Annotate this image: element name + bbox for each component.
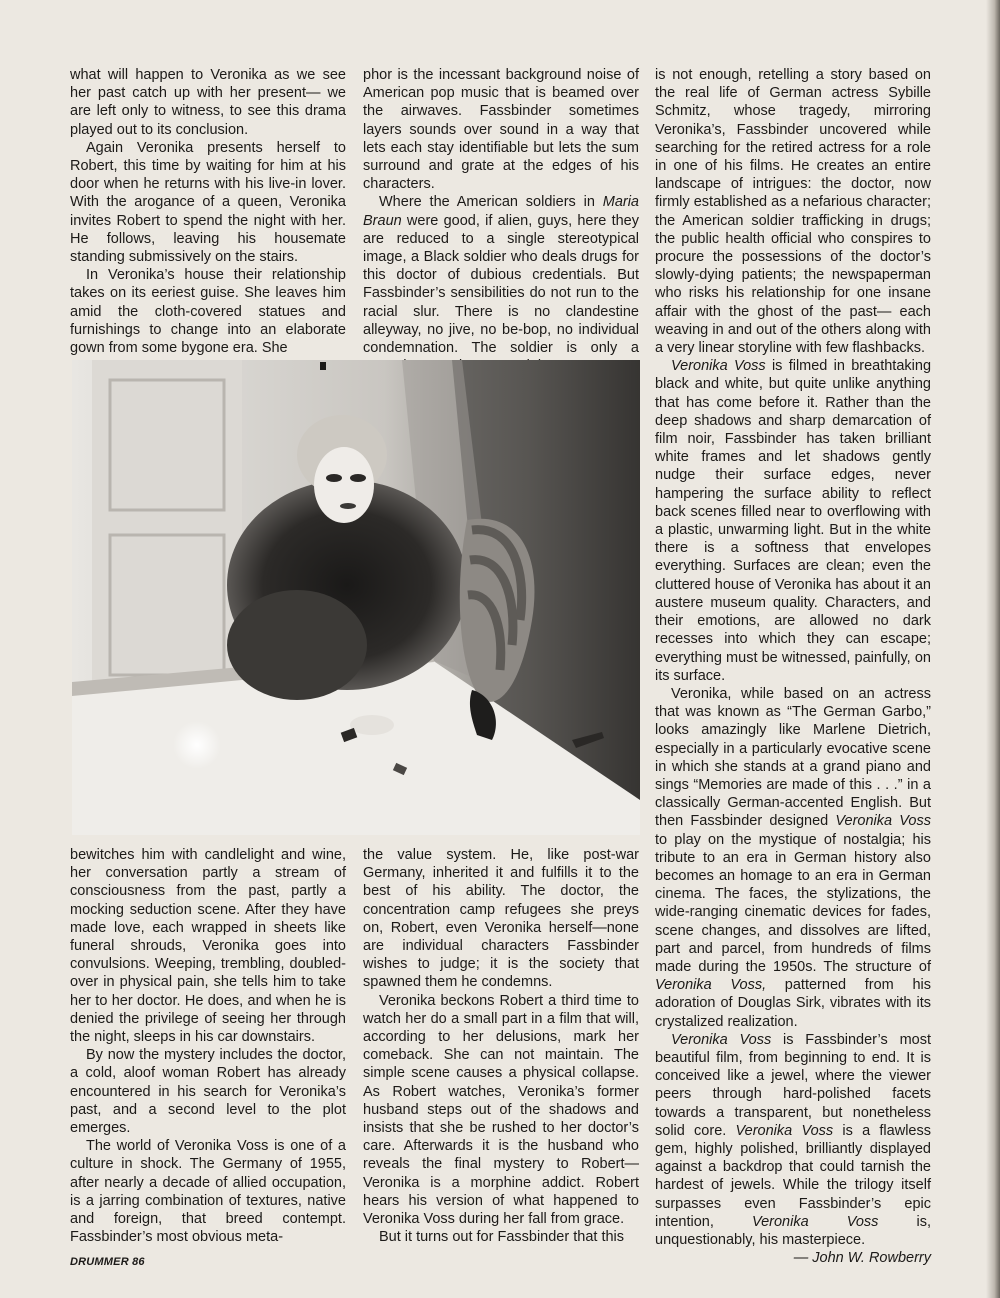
- paragraph: [655, 357, 931, 685]
- film-title: Veronika Voss: [671, 1031, 772, 1048]
- paragraph: Veronika beckons Robert a third time to watch her do a small part in a film that will, according to her delusions, mark her comeback. She can not maintain. The simple scene causes a physical collapse. As Robert watches, Veronika’s former husband steps out of the shadows and insists that she be rushed to her doctor’s care. Afterwards it is the husband who reveals the final mystery to Robert— Veronika is a morphine addict. Robert hears his version of what happened to Veronika Voss during her fall from grace.: [363, 992, 639, 1228]
- paragraph: By now the mystery includes the doctor, a cold, aloof woman Robert has already encountered in his search for Veronika’s past, and a second level to the plot emerges.: [70, 1047, 346, 1137]
- paragraph: But it turns out for Fassbinder that this: [379, 1229, 625, 1246]
- paragraph: bewitches him with candlelight and wine, her conversation partly a stream of consciousness from the past, partly a mocking seduction scene. After they have made love, each wrapped in sheets like funeral shrouds, Veronika goes into convulsions. Weeping, trembling, doubled-over in physical pain, she tells him to take her to her doctor. He does, and when he is denied the privilege of seeing her through the night, sleeps in his car downstairs.: [70, 847, 346, 1046]
- paragraph: The world of Veronika Voss is one of a culture in shock. The Germany of 1955, after nearly a decade of allied occupation, is a jarring combination of textures, native and foreign, that breed contempt. Fassbinder’s most obvious meta-: [70, 1138, 346, 1246]
- author-byline: — John W. Rowberry: [793, 1250, 931, 1267]
- text-run: Veronika, while based on an actress that was known as “The German Garbo,” looks amazingly like Marlene Dietrich, especially in a particularly evocative scene in which she stands at a grand piano and sings “Memories are made of this . . .” in a classically German-accented English. But then Fassbinder designed: [655, 685, 931, 830]
- text-run: patterned from his adoration of Douglas Sirk, vibrates with its crystalized realization.: [655, 977, 931, 1030]
- paragraph: [363, 193, 639, 375]
- article-column-2-bottom: [363, 846, 639, 1246]
- film-title: Veronika Voss: [671, 358, 766, 375]
- paragraph: phor is the incessant background noise of American pop music that is beamed over the airwaves. Fassbinder sometimes layers sounds over sound in a way that lets each stay identifiable but lets the sum surround and grate at the edges of his characters.: [363, 67, 639, 193]
- paragraph: In Veronika’s house their relationship takes on its eeriest guise. She leaves him amid the cloth-covered statues and furnishings to change into an elaborate gown from some bygone era. She: [70, 267, 346, 357]
- paragraph: what will happen to Veronika as we see her past catch up with her present— we are left only to witness, to see this drama played out to its conclusion.: [70, 67, 346, 138]
- paragraph: is not enough, retelling a story based on the real life of German actress Sybille Schmitz, whose tragedy, mirroring Veronika’s, Fassbinder uncovered while searching for the retired actress for a role in one of his films. He creates an entire landscape of intrigues: the doctor, now firmly established as a nefarious character; the American soldier trafficking in drugs; the public health official who conspires to procure the possessions of the doctor’s slowly-dying patients; the newspaperman who risks his relationship for one insane affair with the ghost of the past— each weaving in and out of the others along with a very linear storyline with few flashbacks.: [655, 67, 931, 357]
- page-edge-shadow: [986, 0, 1000, 1298]
- text-run: is, unquestionably, his masterpiece.: [655, 1213, 931, 1248]
- article-column-3: [655, 66, 931, 1267]
- article-column-1-bottom: [70, 846, 346, 1246]
- text-run: Where the American soldiers in: [379, 194, 603, 211]
- text-run: to play on the mystique of nostalgia; his tribute to an era in German history also becomes an homage to an era in German cinema. The faces, the stylizations, the wide-ranging cinematic devices for fades, scene changes, and dissolves are lifted, part and parcel, from hundreds of films made during the 1950s. The structure of: [655, 831, 931, 975]
- paragraph: Again Veronika presents herself to Robert, this time by waiting for him at his door when he returns with his live-in lover. With the arogance of a queen, Veronika invites Robert to spend the night with her. He follows, leaving his housemate standing submissively on the stairs.: [70, 139, 346, 266]
- text-run: were good, if alien, guys, here they are reduced to a single stereotypical image, a Black soldier who deals drugs for this doctor of dubious credentials. But Fassbinder’s sensibilities do not run to the racial slur. There is no clandestine alleyway, no jive, no be-bop, no individual condemnation. The soldier is only a: [363, 212, 639, 357]
- text-run: is filmed in breathtaking black and white, but quite unlike anything that has come before it. Rather than the deep shadows and sharp demarcation of film noir, Fassbinder has taken brilliant white frames and let shadows gently nudge their surface edges, never hampering the surface ability to reflect back scenes filled near to overflowing with a plastic, unwarming light. But in the white there is a softness that envelopes everything. Surfaces are clean; even the cluttered house of Veronika has about it an austere museum quality. Characters, and their emotions, are allowed no dark recesses into which they can escape; everything must be witnessed, painfully, on its surface.: [655, 358, 932, 684]
- film-title: Veronika Voss: [751, 1213, 879, 1230]
- page-folio: DRUMMER 86: [70, 1256, 145, 1268]
- article-column-1-top: [70, 66, 346, 357]
- text-run: is Fassbinder’s most beautiful film, from beginning to end. It is conceived like a jewel, where the viewer peers through hard-polished facets towards a transparent, but nonetheless solid core.: [655, 1031, 931, 1139]
- text-run: is a flawless gem, highly polished, brilliantly displayed against a backdrop that could tarnish the hardest of jewels. While the trilogy itself surpasses even Fassbinder’s epic intention,: [655, 1122, 931, 1230]
- film-still-photo: [72, 360, 640, 835]
- film-title: Maria Braun: [363, 194, 639, 229]
- film-title: Veronika Voss,: [655, 977, 767, 994]
- paragraph: [655, 685, 931, 1031]
- article-column-2-top: [363, 66, 639, 375]
- film-still-illustration: [72, 360, 640, 835]
- film-title: Veronika Voss: [835, 813, 931, 830]
- paragraph: [655, 1031, 931, 1249]
- paragraph: the value system. He, like post-war Germany, inherited it and fulfills it to the best of his ability. The doctor, the concentration camp refugees she preys on, Robert, even Veronika herself—none are individual characters Fassbinder wishes to judge; it is the society that spawned them he condemns.: [363, 847, 639, 991]
- film-title: Veronika Voss: [735, 1122, 834, 1139]
